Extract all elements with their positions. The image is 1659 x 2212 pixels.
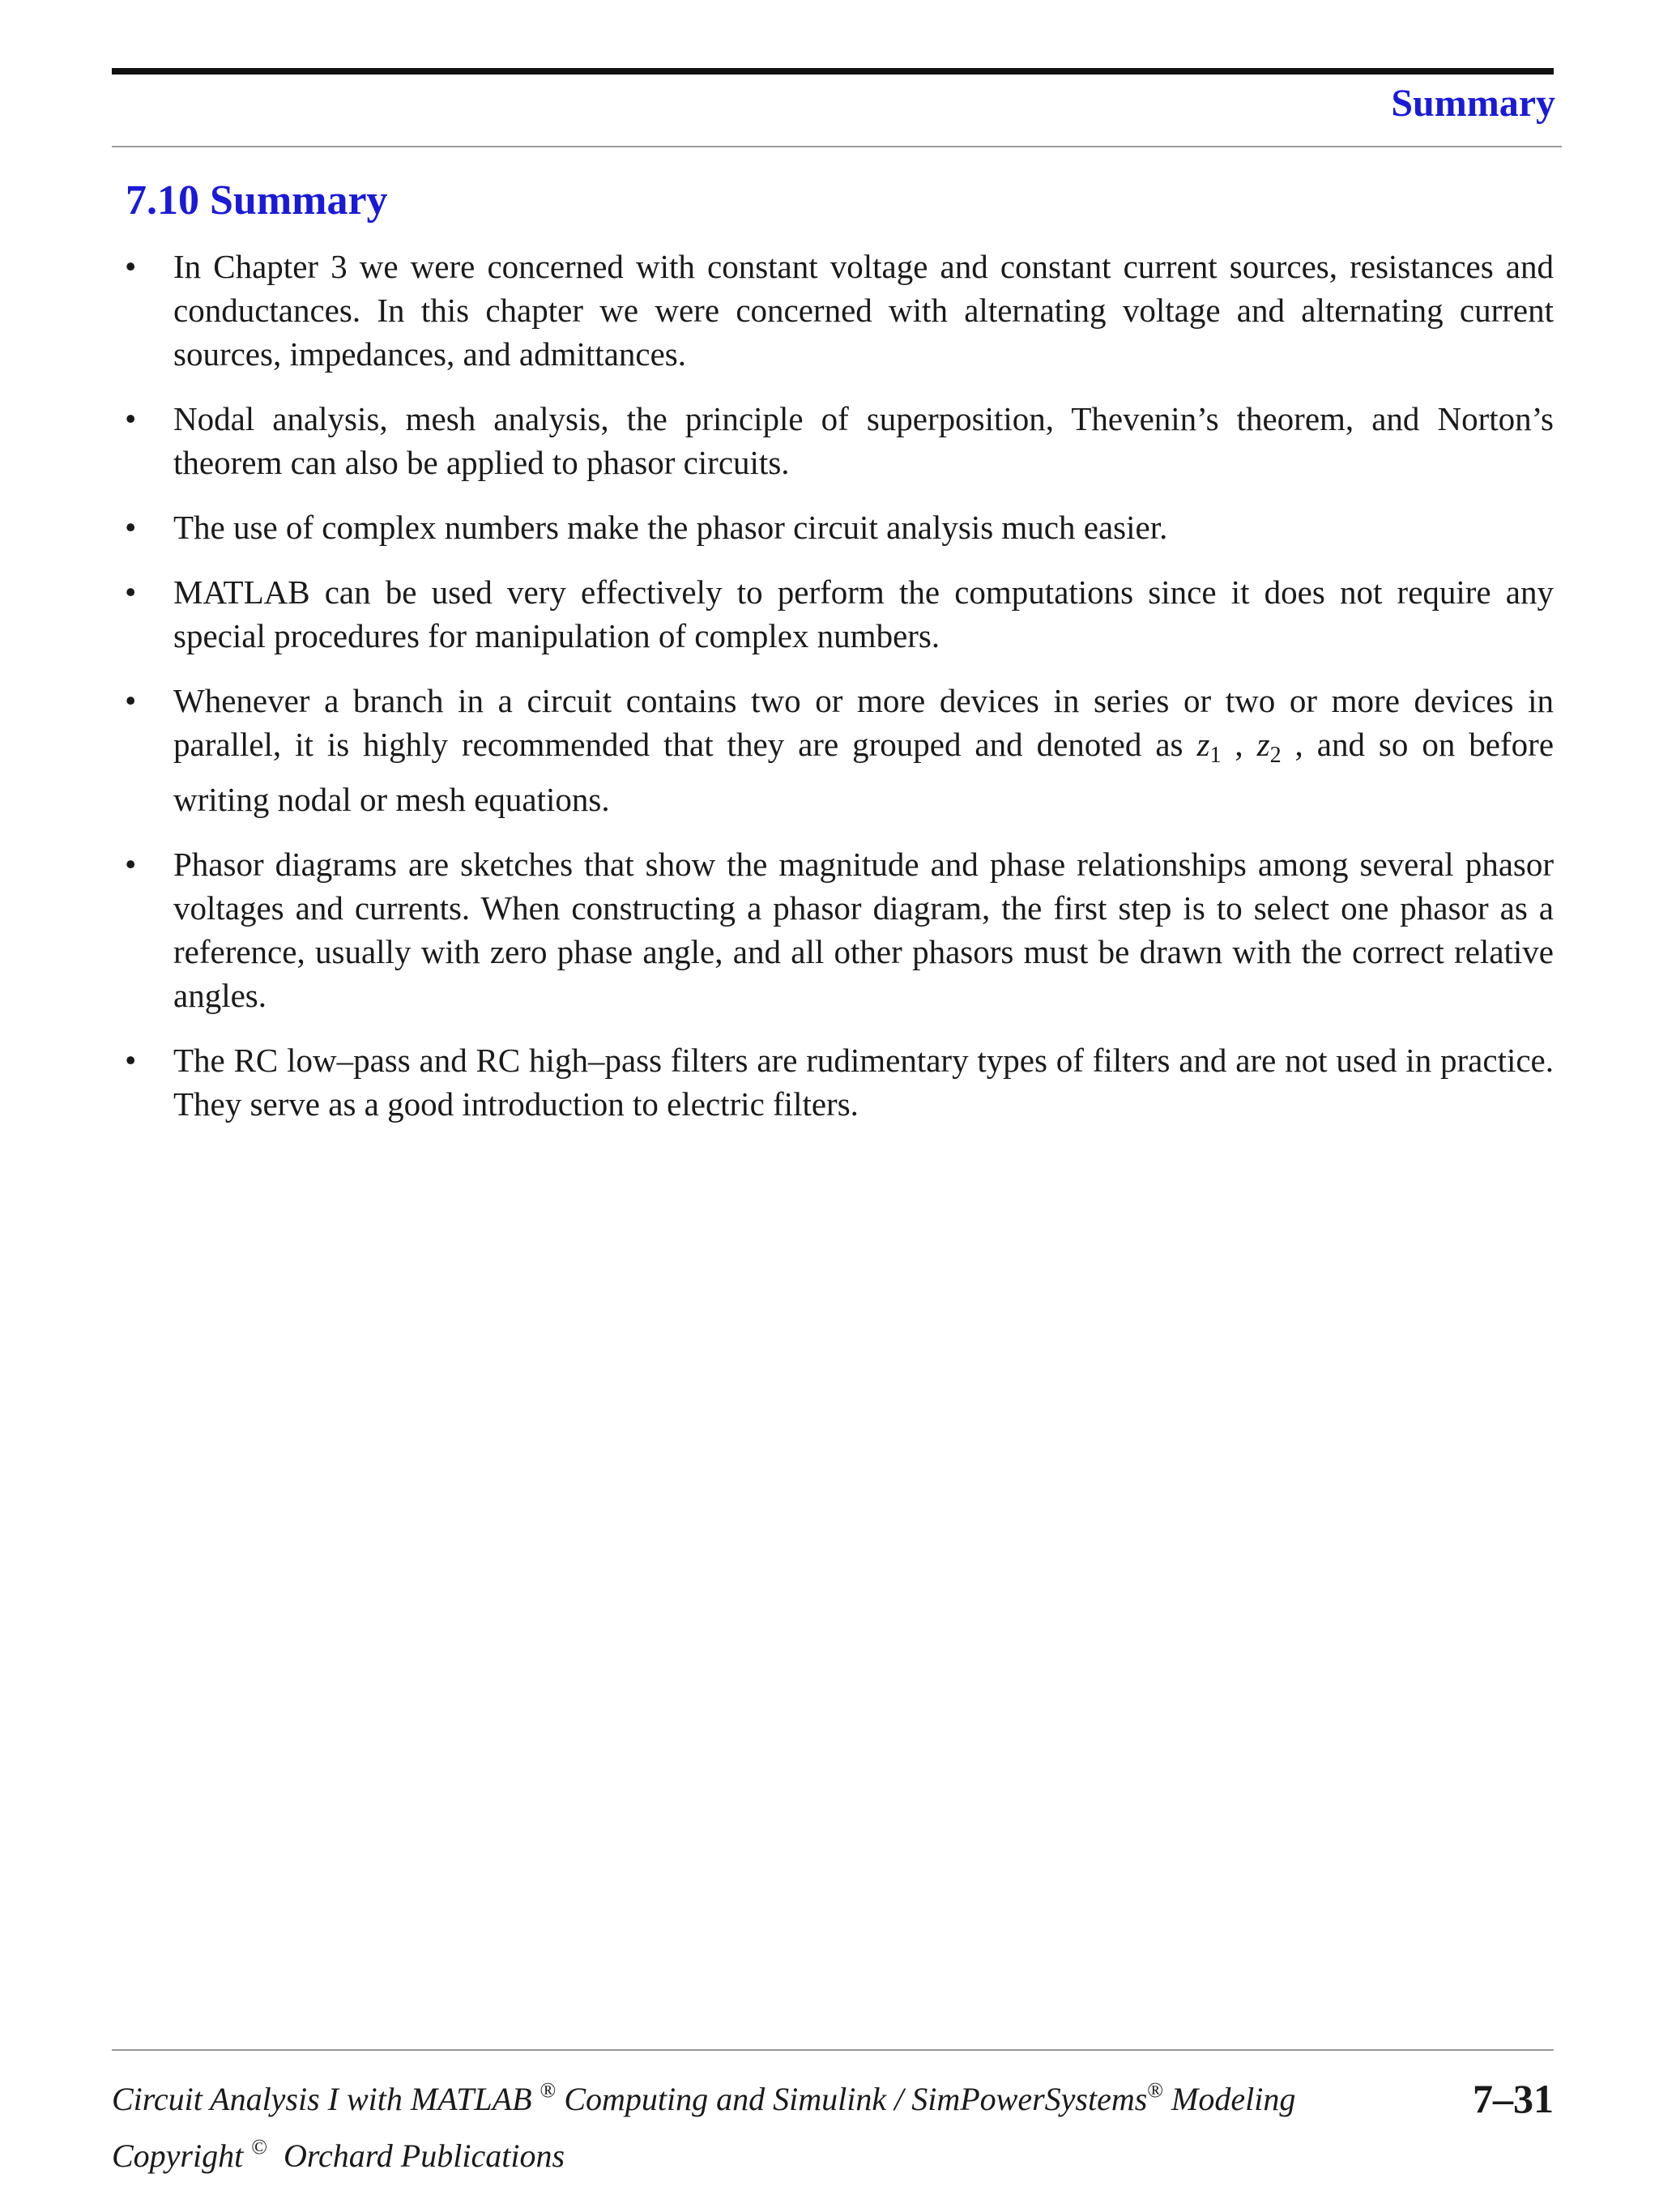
subscript-2: 2 (1269, 743, 1282, 768)
bullet-icon: • (125, 573, 137, 611)
bullet-icon: • (125, 1042, 137, 1079)
footer-rule (112, 2049, 1554, 2051)
bullet-icon: • (125, 682, 137, 719)
book-title-part1: Circuit Analysis I with MATLAB (112, 2081, 532, 2117)
copyright-symbol: © (251, 2135, 267, 2159)
bullet-text-after: , and so on before writing nodal or mesh equations. (173, 726, 1555, 818)
book-title-part2: Computing and Simulink / SimPowerSystems (556, 2081, 1148, 2117)
publisher-name: Orchard Publications (267, 2137, 565, 2174)
summary-list (122, 245, 1554, 1147)
section-title: 7.10 Summary (126, 177, 388, 224)
bullet-icon: • (125, 400, 137, 437)
list-item (122, 245, 1554, 376)
copyright-word: Copyright (112, 2137, 244, 2174)
copyright-line (112, 2135, 565, 2175)
list-item (122, 397, 1554, 484)
list-item (122, 842, 1554, 1017)
bullet-text-before: Whenever a branch in a circuit contains two or more devices in series or two or more devices in parallel, it is highly recommended that they are grouped and denoted as (173, 682, 1554, 763)
impedance-symbol-z2: z (1256, 726, 1270, 763)
list-item (122, 1038, 1554, 1126)
list-item (122, 570, 1554, 658)
registered-mark: ® (1147, 2078, 1164, 2102)
page-number: 7–31 (1473, 2076, 1554, 2121)
book-title (112, 2078, 1295, 2118)
top-rule (112, 68, 1554, 75)
subscript-1: 1 (1209, 743, 1222, 768)
bullet-text: MATLAB can be used very effectively to perform the computations since it does not require any special procedures for manipulation of complex numbers. (173, 573, 1554, 654)
bullet-icon: • (125, 509, 137, 546)
bullet-text: The use of complex numbers make the phasor circuit analysis much easier. (173, 509, 1168, 546)
bullet-text: In Chapter 3 we were concerned with constant voltage and constant current sources, resistances and conductances. In this chapter we were concerned with alternating voltage and alternating current sources, impedances, and admittances. (173, 248, 1554, 373)
list-item (122, 679, 1554, 821)
list-item (122, 505, 1554, 549)
registered-mark: ® (539, 2078, 557, 2102)
bullet-icon: • (125, 248, 137, 285)
bullet-text: The RC low–pass and RC high–pass filters are rudimentary types of filters and are not used in practice. They serve as a good introduction to electric filters. (173, 1042, 1554, 1123)
bullet-text: Phasor diagrams are sketches that show the magnitude and phase relationships among several phasor voltages and currents. When constructing a phasor diagram, the first step is to select one phasor as a reference, usually with zero phase angle, and all other phasors must be drawn with the correct relative angles. (173, 846, 1554, 1014)
impedance-symbol-z1: z (1196, 726, 1210, 763)
header-rule (112, 146, 1562, 147)
separator-comma: , (1221, 726, 1257, 763)
book-title-part3: Modeling (1163, 2081, 1296, 2117)
bullet-icon: • (125, 846, 137, 883)
bullet-text: Nodal analysis, mesh analysis, the principle of superposition, Thevenin’s theorem, and Norton’s theorem can also be applied to phasor circuits. (173, 400, 1554, 481)
running-head: Summary (1391, 82, 1555, 125)
